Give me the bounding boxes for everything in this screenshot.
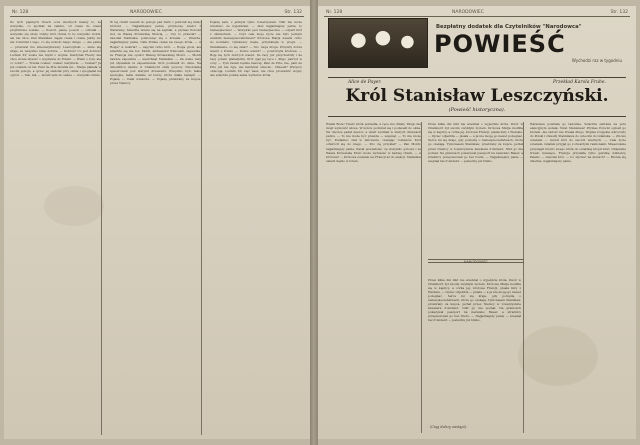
right-page [318, 6, 636, 439]
continued-note: (Ciąg dalszy nastąpi). [430, 425, 468, 429]
paper-stain [518, 326, 598, 386]
page-gutter [310, 0, 318, 445]
supplement-tagline: Wychodzi raz w tygodniu [571, 58, 622, 63]
left-column-1 [10, 20, 102, 435]
author: Alice de Payer. [348, 80, 382, 85]
left-running-head [10, 8, 304, 17]
left-page-paper-name: NARODOWIEC [130, 10, 162, 15]
right-column-3 [530, 122, 626, 433]
right-page-paper-name: NARODOWIEC [452, 10, 484, 15]
right-page-columns [326, 122, 628, 433]
column-text: Do tych pięknych trzech oczu skośnych należy to, że wszystko, co spotkał na zamku, od czasu do czasu przybliżone zostało. — Powoli, panie, powoli — odrzekł — wszystko się ułoży. Gdyby król chciał, to by wszystko zrobił, ale nie chce. Pan Stanisław ciągle czeka i czeka, jakby nic nie rozumiał z tego, co się wokoło niego dzieje. — Ale panie — przerwał mu zniecierpliwiony Leszczyński — mnie się zdaje, że wszystko idzie dobrze. — Dobrze? Co jest dobrze? Ludwik XV wcale nie myśli o wojnie. Kardynał Fleury nie chce wcale słyszeć o wyprawie do Polski. — Wiem o tym, ale co robić? — Trzeba czekać, czekać cierpliwie. — Czekać? Ja już czekam od lat. Pani de Prie mówiła mi... Marja płakała w swoim pokoju, a ojciec jej siedział przy oknie i spoglądał na ogród. — Tak, tak — mówił sam do siebie — wszystko minie. [10, 20, 101, 78]
column-text: Wielki Boże! Twarz króla pobladła, a ręce mu drżały. Długo nie mógł wymówić słowa. W końcu podniósł się i podszedł do okna. Na dworze padał deszcz, a wiatr szumiał w starych drzewach parku. — To nie może być prawda — szepnął. — To nie może być. Posłaniec stał w milczeniu, czekając rozkazów. Król odwrócił się do niego. — Kto cię przysłał? — Pan Monti, najjaśniejszy panie. Kazał powiedzieć, że wszystko gotowe i że Wasza Królewska Mość może wyruszać w każdej chwili. — A królowa? — Królowa zostanie we Francji aż do elekcji. Stanisław usiadł ciężko w fotelu. [326, 122, 421, 163]
right-running-head [324, 8, 630, 17]
column-text: Pojadę sam, z jednym tylko towarzyszem. Nikt nie może wiedzieć, że wyjeżdżam. — Ależ najjaśniejszy panie, to niebezpieczne! — Wszystko jest niebezpieczne — odparł król z uśmiechem. — Czyż całe moje życie nie było jednym wielkim niebezpieczeństwem? Królowa Marja weszła cicho do komnaty. Ujrzawszy męża, przystanęła w progu. — Stanisławie, co się stało? — Nic, moja droga. Przyszły dobre wieści z Polski. — Dobre wieści? — powtórzyła królowa. — Boję się tych dobrych wieści. Ile razy już przychodziły i ile razy potem płakałyśmy. Król ujął jej ręce i długo patrzył w oczy. — Tym razem będzie inaczej. Pani de Prie, nie, pani de Prie już nie żyje, ale kardynał obiecał... Obiecał? Wszyscy obiecują. Ludwik XV, zięć nasz, nie chce prowadzić wojny. Ale szlachta polska sama wybierze króla. [210, 20, 302, 78]
right-page-number: Str. 132 [610, 10, 628, 15]
right-column-1 [326, 122, 422, 433]
right-page-issue: Nr. 128 [326, 10, 343, 15]
translator: Przekład Karola Fruhe. [552, 80, 606, 85]
column-text: W tej chwili wszedł do pokoju pan Tarło i pokłonił się nisko królowi. — Najjaśniejszy panie, przynoszę wieści z Warszawy. Szlachta zbiera się na sejmiki, a prymas Potocki stoi za Waszą Królewską Mością. — Czy to prawda? — zawołał Stanisław, podnosząc się z krzesła. — Prawda, najjaśniejszy panie. Cała Polska czeka na swego króla. — A Rosja? A Austria? — zapytał cicho król. — Rosja grozi, ale szlachta się nie boi. Monti, ambasador francuski, zapewnia, że Francja nie opuści Waszej Królewskiej Mości. — Monti zawsze zapewnia — westchnął Stanisław. — Za wiele razy już słyszałem te zapewnienia. Król podszedł do okna. Na dziedzińcu zamku w Chambord stały powozy. Dworzanie spacerowali pod starymi drzewami. Wszystko było takie spokojne, takie dalekie od burzy, która miała nadejść. — Pojadę — rzekł wreszcie. — Pojadę przebrany za kupca, przez Niemcy. [110, 20, 201, 86]
column-text: Przez kilka dni nikt nie wiedział o wyjeździe króla. Dwór w Chambord żył swoim zwykłym życiem. Królowa Marja modliła się w kaplicy, a córka jej, królowa Francji, pisała listy z Wersalu. — Ojciec odjeżdża — pisała — a ja nie mogę go nawet pożegnać. Serce mi się kraje, gdy pomyślę o niebezpieczeństwach, które go czekają. Tymczasem Stanisław, przebrany za kupca, jechał przez Niemcy w towarzystwie kawalera d'Andelot. Nikt go nie poznał. Na granicach pokazywał paszport na nazwisko Bauer, a strażnicy przepuszczali go bez trudu. — Najjaśniejszy panie — szepnął raz d'Andelot — jesteśmy już blisko. [428, 122, 523, 163]
supplement-title: POWIEŚĆ [434, 30, 566, 58]
title-rule [328, 116, 626, 117]
left-column-3 [210, 20, 302, 435]
supplement-line: Bezpłatny dodatek dla Czytelników "Narodowca" [436, 24, 582, 30]
story-title: Król Stanisław Leszczyński. [345, 86, 609, 106]
right-column-2 [428, 122, 524, 433]
supplement-masthead [328, 18, 626, 76]
column-text: Warszawa powitała go radośnie. Szlachta zebrana na polu elekcyjnym wołała: Vivat Stanislaus! Prymas Potocki ogłosił go królem. Ale radość nie trwała długo. Wojska rosyjskie wkroczyły do Polski i zmusiły Stanisława do ucieczki do Gdańska. — Znowu uciekam — mówił król do swoich wiernych. — Całe życie uciekam. Gdańsk przyjął go z otwartymi ramionami. Mieszczanie przysięgli bronić swego króla do ostatniej kropli krwi. Oblężenie trwało miesiące. Francja przysłała tylko garstkę żołnierzy. Paszko — zawołał król. — Co słychać na murach? — Bronią się dzielnie, najjaśniejszy panie. [530, 122, 626, 163]
paper-stain [44, 186, 104, 226]
column-text-continued: Przez kilka dni nikt nie wiedział o wyjeździe króla. Dwór w Chambord żył swoim zwykłym życiem. Królowa Marja modliła się w kaplicy, a córka jej, królowa Francji, pisała listy z Wersalu. — Ojciec odjeżdża — pisała — a ja nie mogę go nawet pożegnać. Serce mi się kraje, gdy pomyślę o niebezpieczeństwach, które go czekają. Tymczasem Stanisław, przebrany za kupca, jechał przez Niemcy w towarzystwie kawalera d'Andelot. Nikt go nie poznał. Na granicach pokazywał paszport na nazwisko Bauer, a strażnicy przepuszczali go bez trudu. — Najjaśniejszy panie — szepnął raz d'Andelot — jesteśmy już blisko. [428, 277, 521, 323]
masthead-illustration [328, 18, 428, 68]
left-page-issue: Nr. 128 [12, 10, 29, 15]
left-page-columns [10, 20, 304, 435]
left-page [4, 6, 310, 439]
left-page-number: Str. 132 [284, 10, 302, 15]
masthead-rule [328, 77, 626, 78]
section-divider: NARODOWIEC [428, 259, 524, 263]
story-subtitle: (Powieść historyczna). [448, 107, 506, 113]
left-column-2 [110, 20, 202, 435]
